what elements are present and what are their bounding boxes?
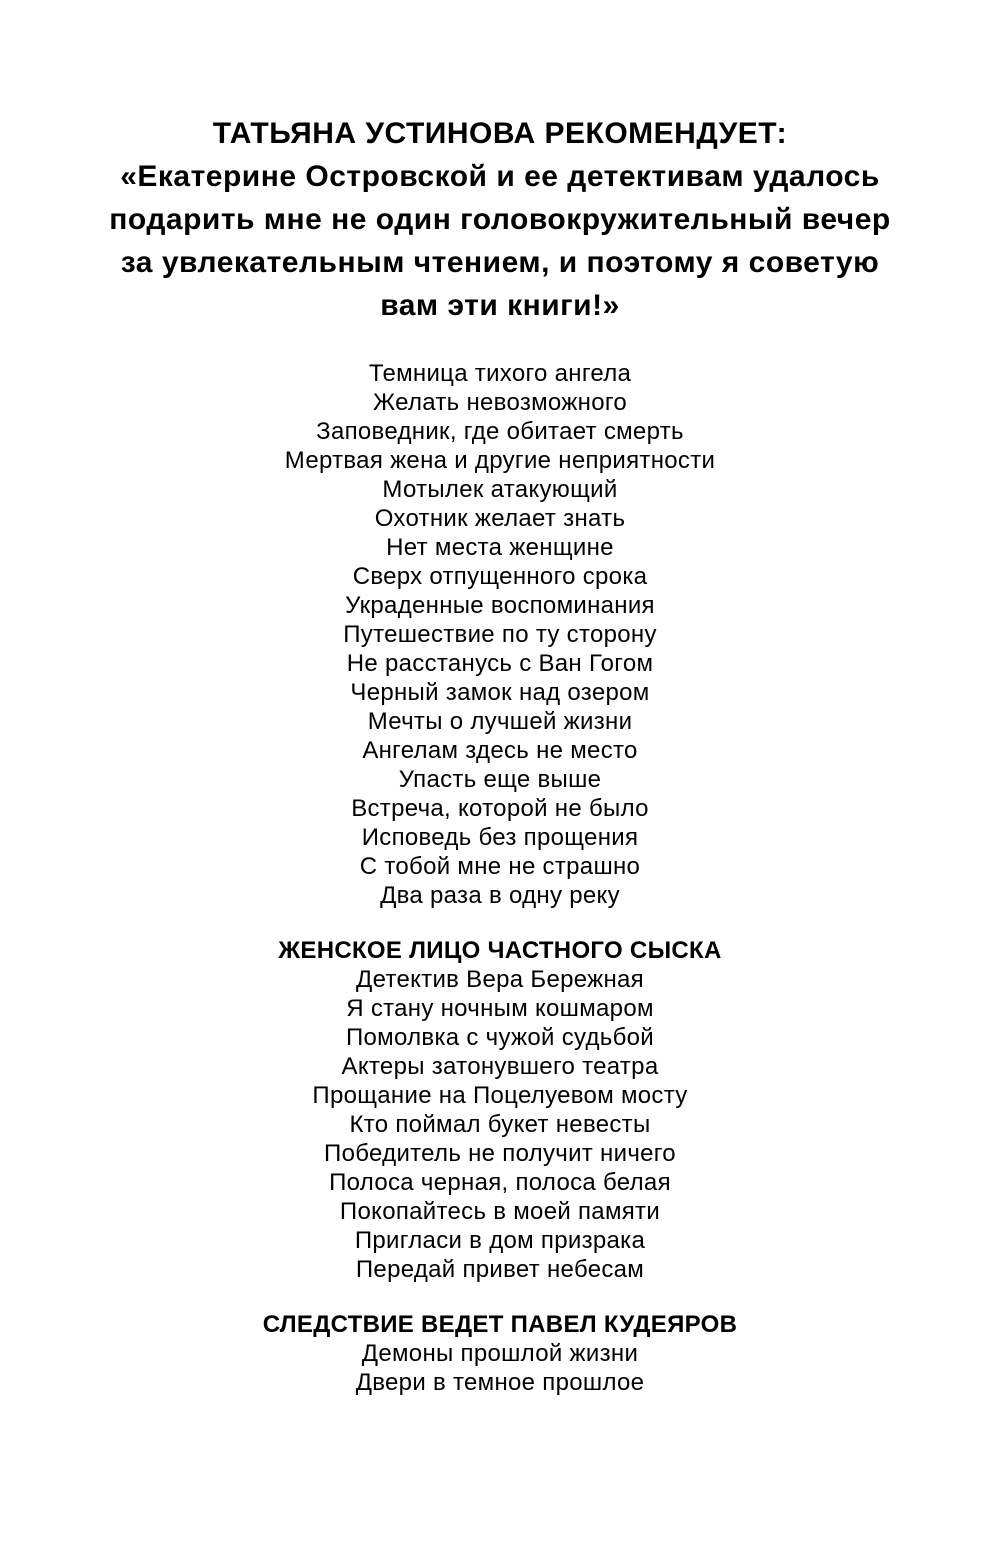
book-section-main <box>0 359 1000 910</box>
book-title: Мечты о лучшей жизни <box>367 708 633 735</box>
recommendation-quote <box>70 0 930 327</box>
book-title: Демоны прошлой жизни <box>361 1340 639 1367</box>
book-title: Я стану ночным кошмаром <box>346 995 654 1022</box>
section-heading: ЖЕНСКОЕ ЛИЦО ЧАСТНОГО СЫСКА <box>278 937 722 964</box>
book-title: Мотылек атакующий <box>382 476 618 503</box>
book-title: Путешествие по ту сторону <box>343 621 657 648</box>
book-title: Упасть еще выше <box>398 766 602 793</box>
book-lists <box>0 359 1000 1397</box>
book-title: Покопайтесь в моей памяти <box>339 1198 661 1225</box>
book-title: Победитель не получит ничего <box>324 1140 676 1167</box>
book-title: Пригласи в дом призрака <box>354 1227 646 1254</box>
book-title: Актеры затонувшего театра <box>341 1053 659 1080</box>
book-title: Передай привет небесам <box>355 1256 645 1283</box>
quote-line: «Екатерине Островской и ее детективам удалось <box>120 160 880 193</box>
book-title: Желать невозможного <box>372 389 628 416</box>
book-title: Охотник желает знать <box>374 505 626 532</box>
book-title: Украденные воспоминания <box>345 592 655 619</box>
book-section-womens-face <box>0 936 1000 1284</box>
section-heading: СЛЕДСТВИЕ ВЕДЕТ ПАВЕЛ КУДЕЯРОВ <box>262 1311 738 1338</box>
book-title: Детектив Вера Бережная <box>356 966 644 993</box>
book-title: Помолвка с чужой судьбой <box>345 1024 655 1051</box>
quote-line: подарить мне не один головокружительный вечер <box>109 203 891 236</box>
book-title: Исповедь без прощения <box>361 824 639 851</box>
book-title: Встреча, которой не было <box>351 795 649 822</box>
book-title: Прощание на Поцелуевом мосту <box>312 1082 688 1109</box>
book-title: С тобой мне не страшно <box>359 853 641 880</box>
book-title: Темница тихого ангела <box>368 360 632 387</box>
quote-attribution: ТАТЬЯНА УСТИНОВА РЕКОМЕНДУЕТ: <box>212 117 788 150</box>
book-title: Не расстанусь с Ван Гогом <box>346 650 654 677</box>
book-title: Два раза в одну реку <box>380 882 620 909</box>
book-title: Сверх отпущенного срока <box>352 563 648 590</box>
book-title: Черный замок над озером <box>350 679 650 706</box>
book-title: Двери в темное прошлое <box>355 1369 645 1396</box>
quote-line: вам эти книги!» <box>380 289 620 322</box>
book-title: Заповедник, где обитает смерть <box>316 418 684 445</box>
quote-line: за увлекательным чтением, и поэтому я советую <box>120 246 880 279</box>
book-title: Полоса черная, полоса белая <box>329 1169 671 1196</box>
book-title: Ангелам здесь не место <box>362 737 638 764</box>
book-title: Нет места женщине <box>386 534 614 561</box>
book-title: Кто поймал букет невесты <box>349 1111 651 1138</box>
book-title: Мертвая жена и другие неприятности <box>284 447 716 474</box>
book-section-kudeyarov <box>0 1310 1000 1397</box>
